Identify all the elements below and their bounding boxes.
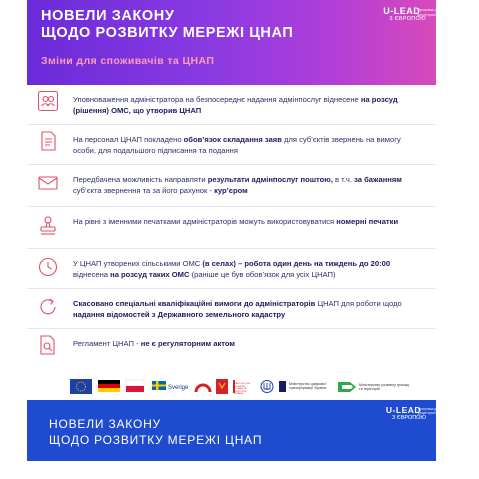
ministry-digital-icon <box>279 381 286 392</box>
list-item-text <box>73 135 425 156</box>
text-bold: результати адмінпослуг поштою, <box>207 175 333 184</box>
list-item-text <box>73 217 425 228</box>
document-search-icon <box>37 334 59 356</box>
germany-flag-icon <box>98 380 120 392</box>
text-regular: Передбачена можливість направляти <box>73 175 208 184</box>
text-bold: номерні печатки <box>336 217 399 226</box>
divider <box>27 248 436 249</box>
text-bold: кур’єром <box>214 185 248 195</box>
divider <box>27 124 436 125</box>
clock-icon <box>37 256 59 278</box>
text-regular: У ЦНАП утворених сільськими ОМС <box>73 259 203 268</box>
eu-flag-icon <box>70 379 92 394</box>
footer-ulead-brand: U-LEAD <box>385 405 422 415</box>
footer-ulead-logo <box>385 405 457 421</box>
text-regular: суб’єкта звернення та за його рахунок - <box>73 185 215 195</box>
header-subtitle: Зміни для споживачів та ЦНАП <box>41 55 215 67</box>
ministry-regional-icon <box>338 382 356 392</box>
text-regular: Уповноваження адміністратора на безпосереднє надання адмінпослуг віднесене <box>73 95 361 104</box>
ministry-regional-label: Міністерство розвитку громад та територій <box>359 383 409 392</box>
ulead-logo <box>383 6 459 22</box>
stamp-icon <box>37 214 59 236</box>
text-bold: (в селах) – робота один день на тиждень до 20:00 <box>202 259 391 268</box>
footer-title <box>49 416 262 448</box>
header-title-line2: ЩОДО РОЗВИТКУ МЕРЕЖІ ЦНАП <box>41 25 294 41</box>
text-regular: На персонал ЦНАП покладено <box>73 135 184 144</box>
divider <box>27 206 436 207</box>
divider <box>27 288 436 289</box>
divider <box>27 328 436 329</box>
list-item-text <box>73 299 425 320</box>
divider <box>27 164 436 165</box>
footer-ulead-brand-note: Програма для підтримки децентралізації Україні <box>417 407 457 416</box>
text-regular: віднесена <box>73 269 111 279</box>
mail-icon <box>37 172 59 194</box>
text-regular: в т.ч. <box>332 175 355 184</box>
text-bold: на розсуд таких ОМС <box>110 269 190 279</box>
text-bold: на розсуд (рішення) ОМС, що утворив ЦНАП <box>73 95 398 115</box>
document-icon <box>37 130 59 152</box>
list-item-text <box>73 339 425 350</box>
text-bold: за бажанням <box>354 175 402 184</box>
text-regular: Регламент ЦНАП - <box>73 339 141 348</box>
text-bold: обов’язок складання заяв <box>183 135 282 144</box>
header-banner <box>27 0 459 85</box>
text-bold: надання відомостей з Державного земельного кадастру <box>73 309 286 319</box>
footer-banner <box>27 400 457 461</box>
list-item-text <box>73 95 425 116</box>
coat-of-arms-icon <box>216 379 228 394</box>
sweden-logo-icon <box>152 381 166 390</box>
ulead-brand-sub: З ЄВРОПОЮ <box>389 16 426 22</box>
ulead-brand-note: Програма для підтримки децентралізації Україні <box>417 8 459 17</box>
poland-logo-icon <box>126 380 144 392</box>
text-bold: не є регуляторним актом <box>140 339 236 348</box>
footer-title-line1: НОВЕЛИ ЗАКОНУ <box>49 417 161 431</box>
footer-ulead-brand-sub: З ЄВРОПОЮ <box>391 415 426 421</box>
sweden-label: Sverige <box>168 385 189 391</box>
text-bold: Скасовано спеціальні кваліфікаційні вимоги до адміністраторів <box>73 299 316 308</box>
header-title-line1: НОВЕЛИ ЗАКОНУ <box>41 8 175 24</box>
partner-logos <box>70 376 410 398</box>
text-regular: ЦНАП для роботи щодо <box>315 299 402 308</box>
list-item-text <box>73 175 425 196</box>
text-regular: На рівні з іменними печатками адміністраторів можуть використовуватися <box>73 217 337 226</box>
refresh-icon <box>37 296 59 318</box>
ministry-digital-label: Міністерство цифрової трансформації України <box>289 382 327 391</box>
trident-icon <box>261 381 273 393</box>
text-regular: (раніше це був обов’язок для усіх ЦНАП) <box>189 269 336 279</box>
ministry-culture-label: МІНІСТЕРСТВО РОЗВИТКУ ГРОМАД ТА ТЕРИТОРІЙ УКРАЇНИ <box>234 383 251 396</box>
header-title <box>41 8 293 42</box>
list-item-text <box>73 259 425 280</box>
text-regular: для суб’єктів звернень на вимогу особи, для подальшого підписання та подання <box>73 135 401 155</box>
arch-logo-icon <box>196 385 210 392</box>
ulead-brand: U-LEAD <box>383 6 421 16</box>
admin-users-icon <box>37 90 59 112</box>
footer-title-line2: ЩОДО РОЗВИТКУ МЕРЕЖІ ЦНАП <box>49 433 263 447</box>
